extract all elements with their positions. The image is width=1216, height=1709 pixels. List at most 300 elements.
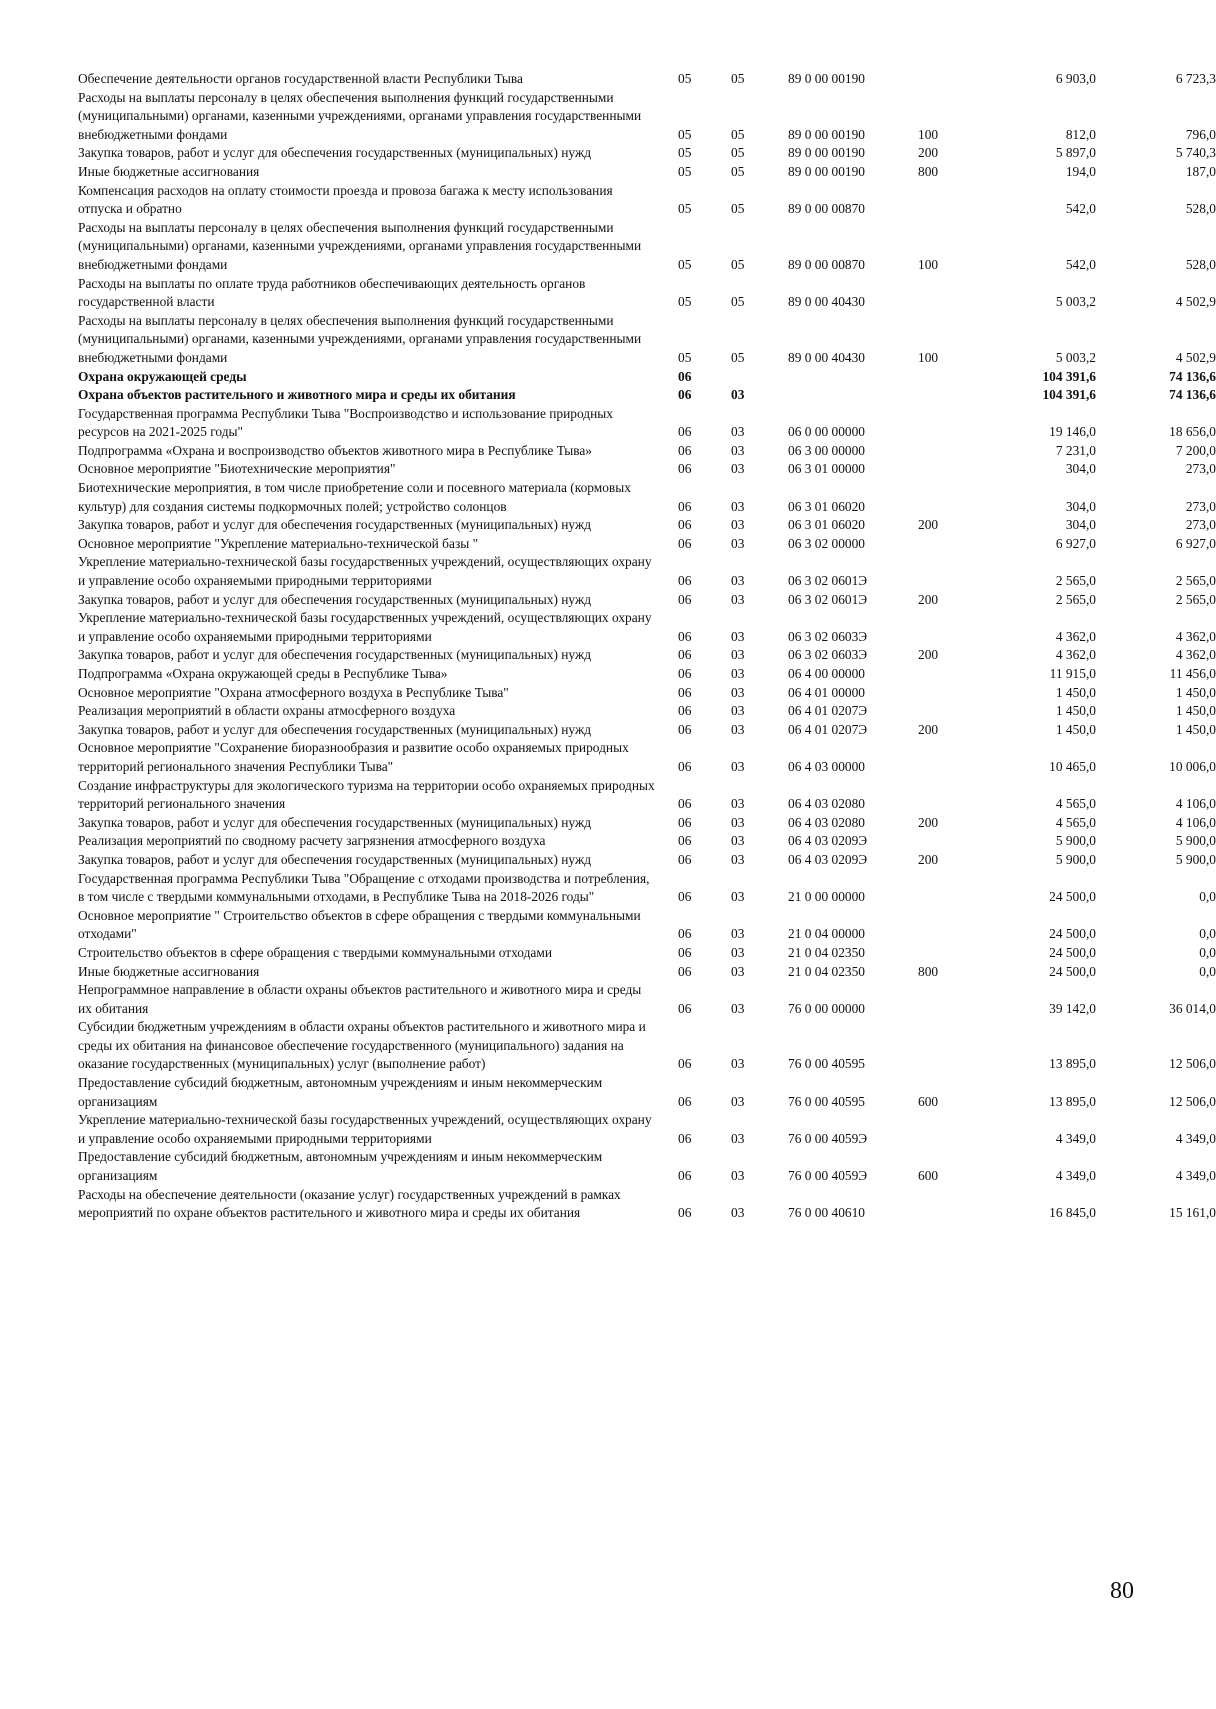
row-target-article-code: 76 0 00 40610 [788,1205,865,1221]
row-target-article-code: 06 4 00 00000 [788,666,865,681]
row-amount-first: 13 895,0 [1049,1093,1096,1109]
row-name: Компенсация расходов на оплату стоимости проезда и провоза багажа к месту использования отпуска и обратно [78,182,613,217]
row-subsection-code: 03 [731,647,745,663]
row-amount-first: 5 900,0 [1055,851,1096,867]
row-name: Основное мероприятие "Охрана атмосферного воздуха в Республике Тыва" [78,684,509,700]
row-name: Укрепление материально-технической базы государственных учреждений, осуществляющих охрану и управление особо охраняемыми природными территориями [78,554,652,589]
row-name: Основное мероприятие "Сохранение биоразнообразия и развитие особо охраняемых природных территорий регионального значения Республики Тыва" [78,740,629,774]
row-section-code: 05 [678,163,692,179]
row-amount-first: 304,0 [1065,461,1096,477]
page-number: 80 [1110,1578,1134,1604]
row-amount-first: 2 565,0 [1055,573,1096,589]
row-name: Расходы на обеспечение деятельности (оказание услуг) государственных учреждений в рамках мероприятий по охране объектов растительного и животного мира и среды их обитания [78,1186,621,1221]
row-subsection-code: 03 [731,1168,745,1184]
row-expense-type-code: 200 [918,647,939,663]
row-section-code: 06 [678,647,692,663]
row-subsection-code: 05 [731,71,745,86]
row-amount-second: 5 900,0 [1175,851,1216,867]
row-amount-first: 39 142,0 [1049,1000,1096,1016]
row-amount-second: 4 106,0 [1175,814,1216,830]
row-subsection-code: 05 [731,145,745,161]
row-expense-type-code [910,684,978,703]
row-amount-first: 4 565,0 [1055,814,1096,830]
table-row [78,702,1216,721]
row-expense-type-code: 600 [918,1168,939,1184]
table-row [78,386,1216,405]
row-amount-second: 4 362,0 [1175,647,1216,663]
row-amount-second: 0,0 [1199,889,1216,905]
table-row [78,405,1216,442]
row-name: Укрепление материально-технической базы государственных учреждений, осуществляющих охрану и управление особо охраняемыми природными территориями [78,610,652,644]
row-name: Реализация мероприятий по сводному расчету загрязнения атмосферного воздуха [78,833,546,849]
row-target-article-code: 06 0 00 00000 [788,424,865,440]
row-target-article-code: 06 4 03 00000 [788,758,865,774]
table-row [78,144,1216,163]
row-subsection-code: 05 [731,201,745,217]
row-amount-second: 11 456,0 [1169,666,1216,681]
row-subsection-code: 03 [731,796,745,812]
row-amount-first: 104 391,6 [1042,368,1096,384]
table-row [78,1074,1216,1111]
table-row [78,832,1216,851]
row-target-article-code: 89 0 00 00870 [788,201,865,217]
row-name: Непрограммное направление в области охраны объектов растительного и животного мира и среды их обитания [78,982,642,1016]
row-amount-first: 5 897,0 [1055,145,1096,161]
row-subsection-code: 03 [731,851,745,867]
table-row [78,777,1216,814]
row-target-article-code: 89 0 00 40430 [788,349,865,365]
row-subsection-code: 03 [731,498,745,514]
row-amount-first: 4 565,0 [1055,796,1096,812]
row-target-article-code: 06 4 03 0209Э [788,851,868,867]
row-name: Закупка товаров, работ и услуг для обеспечения государственных (муниципальных) нужд [78,517,592,533]
row-target-article-code: 06 3 01 06020 [788,498,865,514]
row-target-article-code: 76 0 00 40595 [788,1056,865,1072]
row-section-code: 06 [678,814,692,830]
row-amount-first: 19 146,0 [1049,424,1096,440]
table-row [78,739,1216,776]
row-expense-type-code [910,405,978,442]
row-amount-first: 104 391,6 [1042,387,1096,403]
table-row [78,1186,1216,1223]
row-expense-type-code [910,832,978,851]
row-name: Расходы на выплаты персоналу в целях обеспечения выполнения функций государственными (муниципальными) органами, казенными учреждениями, органами управления государственными внебюджетными фондами [78,219,642,272]
table-row [78,442,1216,461]
row-section-code: 06 [678,1130,692,1146]
row-target-article-code: 21 0 04 02350 [788,944,865,960]
row-amount-second: 12 506,0 [1169,1093,1216,1109]
row-name: Обеспечение деятельности органов государственной власти Республики Тыва [78,71,523,86]
row-amount-second: 1 450,0 [1175,703,1216,719]
row-section-code: 05 [678,349,692,365]
row-subsection-code: 03 [731,517,745,533]
table-row [78,870,1216,907]
table-row [78,460,1216,479]
row-target-article-code: 21 0 04 00000 [788,926,865,942]
row-subsection-code: 03 [731,1000,745,1016]
row-subsection-code: 03 [731,424,745,440]
row-name: Закупка товаров, работ и услуг для обеспечения государственных (муниципальных) нужд [78,814,592,830]
budget-table-body [78,70,1216,1223]
row-section-code: 06 [678,1168,692,1184]
row-amount-first: 4 362,0 [1055,647,1096,663]
row-amount-second: 12 506,0 [1169,1056,1216,1072]
row-amount-second: 74 136,6 [1169,387,1216,403]
row-name: Укрепление материально-технической базы государственных учреждений, осуществляющих охрану и управление особо охраняемыми природными территориями [78,1112,652,1146]
row-target-article-code: 89 0 00 00190 [788,163,865,179]
row-target-article-code: 06 4 03 02080 [788,814,865,830]
row-subsection-code: 03 [731,944,745,960]
row-amount-second: 15 161,0 [1169,1205,1216,1221]
row-target-article-code: 89 0 00 00190 [788,145,865,161]
row-target-article-code: 06 3 02 0601Э [788,591,868,607]
row-expense-type-code: 800 [918,963,939,979]
row-name: Закупка товаров, работ и услуг для обеспечения государственных (муниципальных) нужд [78,647,592,663]
row-amount-second: 0,0 [1199,926,1216,942]
row-section-code: 06 [678,926,692,942]
table-row [78,591,1216,610]
row-subsection-code: 03 [731,721,745,737]
row-name: Расходы на выплаты персоналу в целях обеспечения выполнения функций государственными (муниципальными) органами, казенными учреждениями, органами управления государственными внебюджетными фондами [78,89,642,142]
row-amount-second: 7 200,0 [1175,442,1216,458]
row-name: Закупка товаров, работ и услуг для обеспечения государственных (муниципальных) нужд [78,591,592,607]
row-amount-second: 4 106,0 [1175,796,1216,812]
row-amount-first: 16 845,0 [1049,1205,1096,1221]
row-target-article-code: 21 0 00 00000 [788,889,865,905]
row-section-code: 06 [678,424,692,440]
row-expense-type-code [910,1018,978,1074]
row-section-code: 05 [678,256,692,272]
row-subsection-code: 03 [731,684,745,700]
table-row [78,609,1216,646]
row-expense-type-code [910,368,978,387]
row-amount-first: 24 500,0 [1049,963,1096,979]
row-subsection-code: 03 [731,1056,745,1072]
row-expense-type-code [910,702,978,721]
table-row [78,368,1216,387]
row-expense-type-code: 100 [918,256,939,272]
row-subsection-code: 03 [731,1093,745,1109]
table-row [78,312,1216,368]
row-subsection-code: 03 [731,926,745,942]
row-subsection-code: 03 [731,889,745,905]
row-section-code: 06 [678,1056,692,1072]
table-row [78,907,1216,944]
row-expense-type-code: 200 [918,591,939,607]
row-amount-second: 6 723,3 [1175,71,1216,86]
row-target-article-code: 06 3 02 0601Э [788,573,868,589]
row-expense-type-code [910,553,978,590]
row-expense-type-code [910,70,978,89]
row-name: Расходы на выплаты персоналу в целях обеспечения выполнения функций государственными (муниципальными) органами, казенными учреждениями, органами управления государственными внебюджетными фондами [78,312,642,365]
row-section-code: 06 [678,889,692,905]
row-section-code: 06 [678,535,692,551]
row-target-article-code: 06 3 02 0603Э [788,628,868,644]
row-section-code: 06 [678,573,692,589]
row-amount-first: 1 450,0 [1055,703,1096,719]
table-row [78,70,1216,89]
row-name: Реализация мероприятий в области охраны атмосферного воздуха [78,703,456,719]
row-subsection-code [723,368,776,387]
row-section-code: 05 [678,145,692,161]
row-subsection-code: 05 [731,126,745,142]
row-subsection-code: 05 [731,256,745,272]
row-section-code: 06 [678,944,692,960]
row-name: Иные бюджетные ассигнования [78,163,260,179]
row-amount-first: 542,0 [1065,201,1096,217]
row-expense-type-code: 200 [918,851,939,867]
row-subsection-code: 03 [731,628,745,644]
row-section-code: 06 [678,963,692,979]
row-target-article-code: 06 3 01 00000 [788,461,865,477]
row-expense-type-code: 200 [918,517,939,533]
row-name: Государственная программа Республики Тыва "Воспроизводство и использование природных ресурсов на 2021-2025 годы" [78,405,613,440]
row-amount-first: 24 500,0 [1049,944,1096,960]
row-expense-type-code: 600 [918,1093,939,1109]
table-row [78,721,1216,740]
row-section-code: 06 [678,684,692,700]
row-name: Охрана окружающей среды [78,368,247,384]
row-section-code: 06 [678,387,692,403]
row-amount-first: 812,0 [1065,126,1096,142]
row-amount-first: 24 500,0 [1049,889,1096,905]
row-amount-second: 273,0 [1185,517,1216,533]
row-section-code: 06 [678,442,692,458]
row-section-code: 05 [678,201,692,217]
row-amount-first: 5 003,2 [1055,349,1096,365]
row-name: Создание инфраструктуры для экологического туризма на территории особо охраняемых природных территорий регионального значения [78,777,655,812]
row-subsection-code: 03 [731,573,745,589]
row-amount-first: 1 450,0 [1055,721,1096,737]
row-section-code: 06 [678,1205,692,1221]
row-subsection-code: 05 [731,163,745,179]
row-target-article-code: 06 4 03 0209Э [788,833,868,849]
row-amount-second: 4 502,9 [1175,349,1216,365]
row-amount-second: 273,0 [1185,461,1216,477]
row-target-article-code: 89 0 00 00190 [788,126,865,142]
table-row [78,646,1216,665]
row-name: Закупка товаров, работ и услуг для обеспечения государственных (муниципальных) нужд [78,851,592,867]
row-name: Биотехнические мероприятия, в том числе приобретение соли и посевного материала (кормовых культур) для создания системы подкормочных полей; устройство солонцов [78,480,631,514]
row-target-article-code: 06 4 01 0207Э [788,721,868,737]
row-target-article-code: 06 4 03 02080 [788,796,865,812]
row-amount-second: 796,0 [1185,126,1216,142]
table-row [78,851,1216,870]
row-subsection-code: 03 [731,591,745,607]
row-expense-type-code [910,479,978,516]
row-amount-second: 6 927,0 [1175,535,1216,551]
row-expense-type-code [910,981,978,1018]
row-section-code: 06 [678,1000,692,1016]
row-amount-first: 4 349,0 [1055,1168,1096,1184]
budget-document [78,70,1216,1223]
row-expense-type-code: 200 [918,721,939,737]
row-expense-type-code [910,535,978,554]
row-expense-type-code [910,665,978,684]
row-amount-first: 10 465,0 [1049,758,1096,774]
row-name: Закупка товаров, работ и услуг для обеспечения государственных (муниципальных) нужд [78,721,592,737]
row-name: Подпрограмма «Охрана окружающей среды в Республике Тыва» [78,666,448,681]
row-target-article-code: 06 3 01 06020 [788,517,865,533]
row-name: Основное мероприятие " Строительство объектов в сфере обращения с твердыми коммунальными отходами" [78,907,641,942]
row-subsection-code: 03 [731,703,745,719]
row-target-article-code [776,386,910,405]
table-row [78,1148,1216,1185]
row-section-code: 05 [678,294,692,310]
row-target-article-code: 76 0 00 4059Э [788,1168,868,1184]
row-expense-type-code [910,460,978,479]
row-amount-second: 36 014,0 [1169,1000,1216,1016]
table-row [78,219,1216,275]
row-amount-second: 528,0 [1185,256,1216,272]
table-row [78,963,1216,982]
row-amount-second: 4 349,0 [1175,1130,1216,1146]
table-row [78,665,1216,684]
row-section-code: 06 [678,721,692,737]
table-row [78,553,1216,590]
row-section-code: 06 [678,461,692,477]
row-subsection-code: 03 [731,758,745,774]
row-expense-type-code [910,870,978,907]
row-target-article-code: 06 3 02 00000 [788,535,865,551]
row-amount-second: 1 450,0 [1175,684,1216,700]
row-target-article-code: 76 0 00 40595 [788,1093,865,1109]
row-name: Расходы на выплаты по оплате труда работников обеспечивающих деятельность органов государственной власти [78,275,586,310]
row-section-code: 06 [678,368,692,384]
row-expense-type-code [910,739,978,776]
row-amount-second: 18 656,0 [1169,424,1216,440]
row-target-article-code: 76 0 00 00000 [788,1000,865,1016]
row-target-article-code: 06 3 02 0603Э [788,647,868,663]
table-row [78,1018,1216,1074]
budget-table [78,70,1216,1223]
table-row [78,275,1216,312]
row-amount-second: 4 349,0 [1175,1168,1216,1184]
row-section-code: 06 [678,517,692,533]
table-row [78,684,1216,703]
row-name: Основное мероприятие "Укрепление материально-технической базы " [78,535,479,551]
row-subsection-code: 03 [731,535,745,551]
row-target-article-code: 06 4 01 0207Э [788,703,868,719]
row-amount-second: 5 900,0 [1175,833,1216,849]
table-row [78,944,1216,963]
table-row [78,163,1216,182]
row-section-code: 06 [678,833,692,849]
row-section-code: 06 [678,666,692,681]
row-amount-second: 74 136,6 [1169,368,1216,384]
row-expense-type-code [910,907,978,944]
row-amount-first: 304,0 [1065,517,1096,533]
row-section-code: 06 [678,703,692,719]
row-target-article-code: 89 0 00 00190 [788,71,865,86]
row-amount-second: 0,0 [1199,944,1216,960]
row-subsection-code: 03 [731,1130,745,1146]
row-amount-first: 4 362,0 [1055,628,1096,644]
row-section-code: 06 [678,591,692,607]
row-name: Государственная программа Республики Тыва "Обращение с отходами производства и потребления, в том числе с твердыми коммунальными отходами, в Республике Тыва на 2018-2026 годы" [78,870,650,905]
row-amount-first: 7 231,0 [1055,442,1096,458]
row-target-article-code: 06 3 00 00000 [788,442,865,458]
row-expense-type-code [910,944,978,963]
row-amount-first: 4 349,0 [1055,1130,1096,1146]
row-section-code: 06 [678,628,692,644]
row-name: Иные бюджетные ассигнования [78,963,260,979]
row-amount-first: 304,0 [1065,498,1096,514]
row-expense-type-code: 200 [918,145,939,161]
row-amount-second: 4 362,0 [1175,628,1216,644]
row-section-code: 06 [678,1093,692,1109]
table-row [78,981,1216,1018]
row-subsection-code: 03 [731,461,745,477]
table-row [78,182,1216,219]
row-section-code: 06 [678,796,692,812]
row-section-code: 06 [678,758,692,774]
row-amount-first: 5 003,2 [1055,294,1096,310]
row-name: Предоставление субсидий бюджетным, автономным учреждениям и иным некоммерческим организациям [78,1075,603,1109]
row-section-code: 06 [678,498,692,514]
table-row [78,814,1216,833]
row-subsection-code: 03 [731,963,745,979]
row-expense-type-code: 100 [918,126,939,142]
row-amount-second: 187,0 [1185,163,1216,179]
row-amount-second: 1 450,0 [1175,721,1216,737]
row-name: Субсидии бюджетным учреждениям в области охраны объектов растительного и животного мира и среды их обитания на финансовое обеспечение государственного (муниципального) задания на оказание государственных (муниципальных) услуг (выполнение работ) [78,1019,646,1072]
row-section-code: 06 [678,851,692,867]
row-amount-first: 24 500,0 [1049,926,1096,942]
row-expense-type-code [910,386,978,405]
row-name: Основное мероприятие "Биотехнические мероприятия" [78,461,396,477]
row-target-article-code: 89 0 00 00870 [788,256,865,272]
row-name: Подпрограмма «Охрана и воспроизводство объектов животного мира в Республике Тыва» [78,442,592,458]
table-row [78,1111,1216,1148]
row-expense-type-code: 800 [918,163,939,179]
row-name: Предоставление субсидий бюджетным, автономным учреждениям и иным некоммерческим организациям [78,1149,603,1184]
row-subsection-code: 03 [731,1205,745,1221]
row-amount-second: 528,0 [1185,201,1216,217]
row-subsection-code: 03 [731,833,745,849]
row-amount-first: 5 900,0 [1055,833,1096,849]
row-amount-second: 0,0 [1199,963,1216,979]
row-amount-first: 6 903,0 [1055,71,1096,86]
row-amount-second: 2 565,0 [1175,591,1216,607]
row-amount-first: 542,0 [1065,256,1096,272]
row-target-article-code: 06 4 01 00000 [788,684,865,700]
row-amount-second: 273,0 [1185,498,1216,514]
row-target-article-code [776,368,910,387]
row-target-article-code: 89 0 00 40430 [788,294,865,310]
row-expense-type-code [910,442,978,461]
table-row [78,535,1216,554]
row-expense-type-code [910,777,978,814]
row-subsection-code: 05 [731,294,745,310]
row-amount-first: 6 927,0 [1055,535,1096,551]
row-expense-type-code [910,1111,978,1148]
row-expense-type-code [910,182,978,219]
row-name: Строительство объектов в сфере обращения с твердыми коммунальными отходами [78,944,552,960]
row-amount-first: 194,0 [1065,163,1096,179]
row-amount-first: 11 915,0 [1049,666,1096,681]
table-row [78,479,1216,516]
row-expense-type-code [910,609,978,646]
row-expense-type-code [910,275,978,312]
table-row [78,89,1216,145]
table-row [78,516,1216,535]
row-subsection-code: 03 [731,387,745,403]
row-amount-second: 10 006,0 [1169,758,1216,774]
row-subsection-code: 03 [731,442,745,458]
row-amount-second: 2 565,0 [1175,573,1216,589]
row-name: Охрана объектов растительного и животного мира и среды их обитания [78,387,516,403]
